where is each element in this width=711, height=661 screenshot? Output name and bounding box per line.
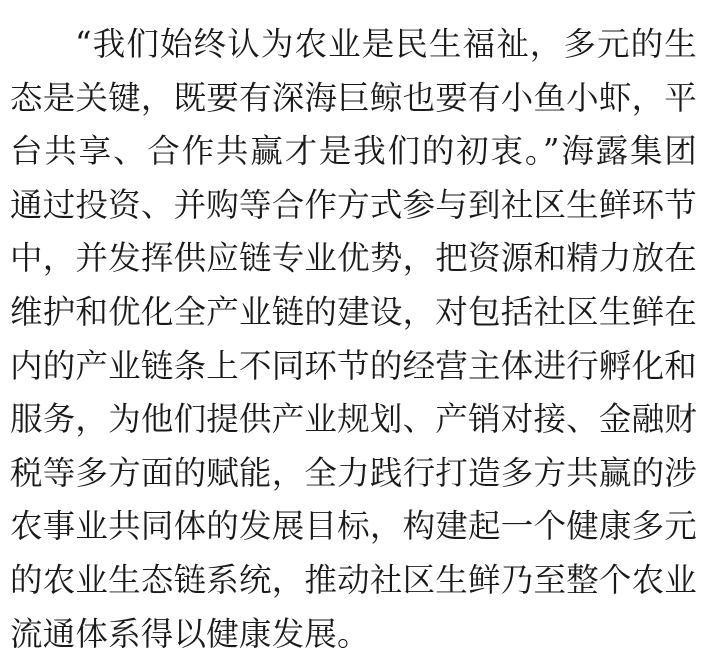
body-paragraph: “我们始终认为农业是民生福祉，多元的生态是关键，既要有深海巨鲸也要有小鱼小虾，平台共享、合作共赢才是我们的初衷。”海露集团通过投资、并购等合作方式参与到社区生鲜环节中，并发挥供应链专业优势，把资源和精力放在维护和优化全产业链的建设，对包括社区生鲜在内的产业链条上不同环节的经营主体进行孵化和服务，为他们提供产业规划、产销对接、金融财税等多方面的赋能，全力践行打造多方共赢的涉农事业共同体的发展目标，构建起一个健康多元的农业生态链系统，推动社区生鲜乃至整个农业流通体系得以健康发展。: [10, 25, 697, 653]
